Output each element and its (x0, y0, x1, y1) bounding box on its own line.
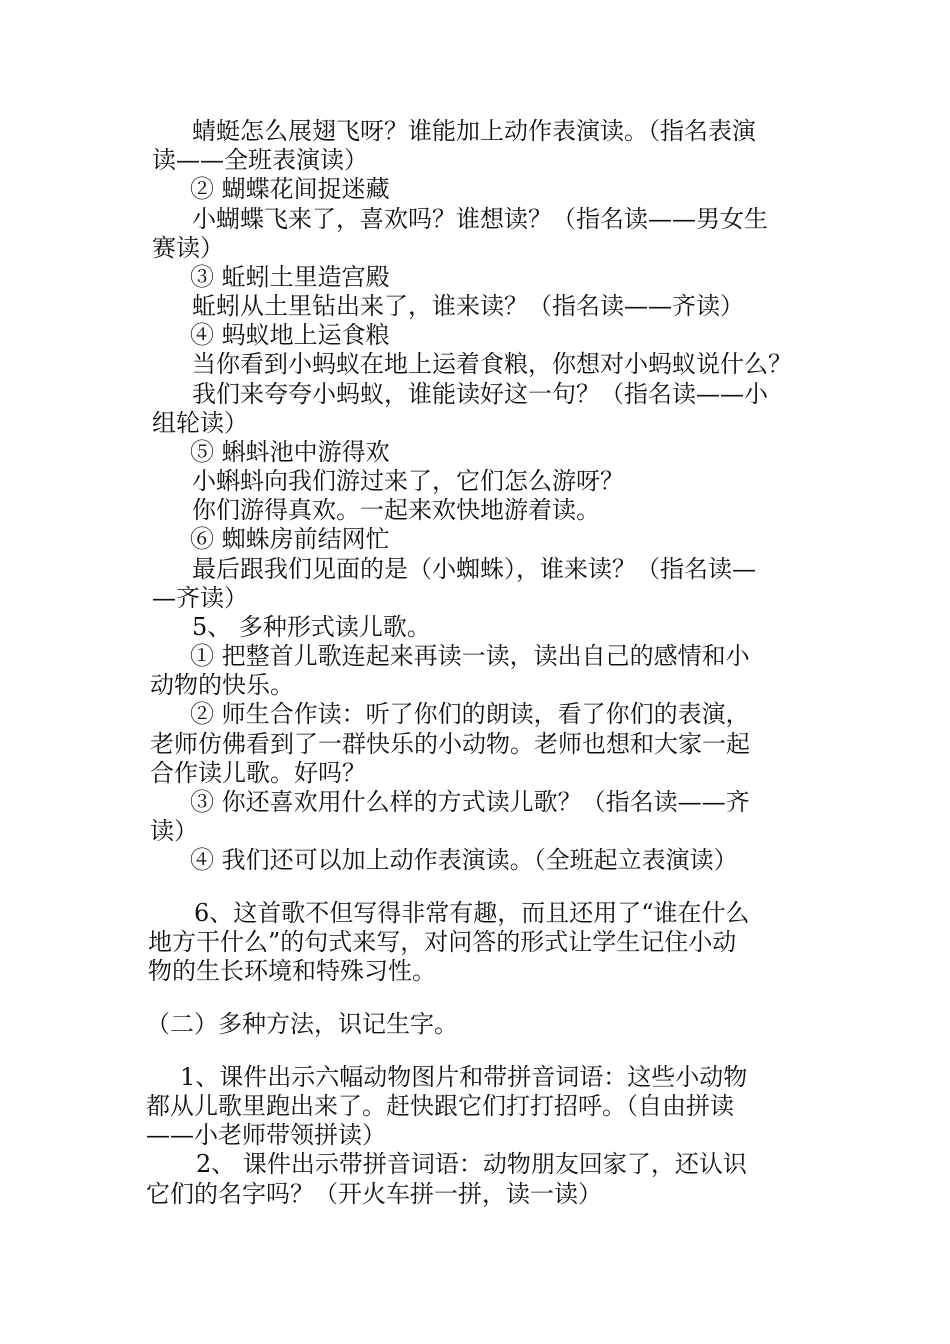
text-line: 最后跟我们见面的是（小蜘蛛），谁来读？（指名读— (192, 555, 756, 583)
text-line: 1、课件出示六幅动物图片和带拼音词语：这些小动物 (180, 1063, 748, 1091)
text-line: ③ 你还喜欢用什么样的方式读儿歌？（指名读——齐 (190, 788, 750, 816)
text-line: ② 蝴蝶花间捉迷藏 (190, 175, 390, 203)
text-line: ④ 我们还可以加上动作表演读。（全班起立表演读） (190, 846, 738, 874)
text-line: 当你看到小蚂蚁在地上运着食粮，你想对小蚂蚁说什么？ (192, 350, 792, 378)
text-line: 2、 课件出示带拼音词语：动物朋友回家了，还认识 (196, 1150, 747, 1178)
text-line: 小蝌蚪向我们游过来了，它们怎么游呀？ (192, 467, 624, 495)
text-line: —齐读） (152, 584, 248, 612)
text-line: ③ 蚯蚓土里造宫殿 (190, 263, 390, 291)
text-line: 读） (150, 817, 198, 845)
text-line: ④ 蚂蚁地上运食粮 (190, 321, 390, 349)
text-line: 老师仿佛看到了一群快乐的小动物。老师也想和大家一起 (150, 730, 750, 758)
text-line: 蜻蜓怎么展翅飞呀？谁能加上动作表演读。（指名表演 (192, 117, 756, 145)
text-line: 组轮读） (152, 409, 248, 437)
text-line: 动物的快乐。 (150, 671, 294, 699)
text-line: 6、这首歌不但写得非常有趣，而且还用了“谁在什么 (194, 899, 750, 927)
text-line: 我们来夸夸小蚂蚁，谁能读好这一句？（指名读——小 (192, 380, 768, 408)
text-line: 5、 多种形式读儿歌。 (192, 613, 431, 641)
text-line: 它们的名字吗？（开火车拼一拼，读一读） (146, 1180, 602, 1208)
text-line: ⑤ 蝌蚪池中游得欢 (190, 438, 390, 466)
text-line: ——小老师带领拼读） (146, 1121, 386, 1149)
text-line: ⑥ 蜘蛛房前结网忙 (190, 525, 390, 553)
text-line: 地方干什么”的句式来写，对问答的形式让学生记住小动 (148, 928, 737, 956)
text-line: ② 师生合作读：听了你们的朗读，看了你们的表演， (190, 700, 750, 728)
text-line: ① 把整首儿歌连起来再读一读，读出自己的感情和小 (190, 642, 750, 670)
text-line: 物的生长环境和特殊习性。 (148, 957, 436, 985)
text-line: 合作读儿歌。好吗？ (150, 759, 366, 787)
text-line: 读——全班表演读） (152, 146, 368, 174)
text-line: 小蝴蝶飞来了，喜欢吗？谁想读？（指名读——男女生 (192, 205, 768, 233)
section-heading: （二）多种方法，识记生字。 (146, 1010, 458, 1038)
text-line: 都从儿歌里跑出来了。赶快跟它们打打招呼。（自由拼读 (146, 1092, 734, 1120)
text-line: 你们游得真欢。一起来欢快地游着读。 (192, 496, 600, 524)
text-line: 赛读） (152, 234, 224, 262)
text-line: 蚯蚓从土里钻出来了，谁来读？（指名读——齐读） (192, 292, 744, 320)
